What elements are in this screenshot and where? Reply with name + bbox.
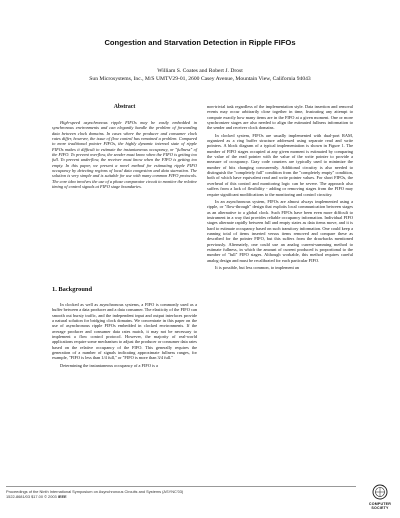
paper-title: Congestion and Starvation Detection in Ripple FIFOs — [104, 38, 296, 47]
footer-divider — [6, 486, 356, 487]
section-heading-background: 1. Background — [52, 286, 93, 293]
footer-copyright — [6, 494, 266, 499]
body-paragraph: It is possible, but less common, to implement an — [215, 264, 299, 270]
logo-line-1: COMPUTER — [368, 502, 392, 506]
body-paragraph: In clocked as well as asynchronous systems, a FIFO is commonly used as a buffer between a data producer and a data consumer. The elasticity of the FIFO can smooth out bursty traffic, and the independent input and output interfaces provide a natural solution for bridging clock domains. We concentrate in this paper on the use of asynchronous ripple FIFOs embedded in clocked environments. If the average producer and consumer data rates match, it may not be necessary to implement a flow control protocol. However, the majority of real-world applications require some mechanism to adjust the producer or consumer data rates based on the relative occupancy of the FIFO. This generally requires the generation of a number of signals indicating approximate fullness ranges, for example, "FIFO is less than 1/4 full," or "FIFO is more than 3/4 full." — [52, 302, 197, 361]
left-column-body — [52, 302, 197, 370]
footer-proceedings: Proceedings of the Ninth International Symposium on Asynchronous Circuits and Systems (ASYNC'03) — [6, 489, 184, 494]
abstract-heading: Abstract — [113, 104, 136, 110]
footer-copyright-text: 1522-8681/03 $17.00 © 2003 — [6, 494, 58, 499]
body-paragraph: In an asynchronous system, FIFOs are almost always implemented using a ripple, or "flow-through" design that exploits local communication between stages as an alternative to a global clock. Such FIFOs have been even more difficult to instrument in a way that provides reliable occupancy information. Individual FIFO stages alternate rapidly between full and empty states as data items move, and it is hard to estimate occupancy based on such transitory information. One could keep a running total of items inserted versus items removed and compare these as described for the pointer FIFO, but this suffers from the drawbacks mentioned previously. Alternately, one could use an analog current-summing method to estimate fullness, in which the amount of current produced is proportional to the number of "full" FIFO stages. Although workable, this method requires careful analog design and must be recalibrated for each particular FIFO. — [207, 198, 353, 263]
abstract-text: High-speed asynchronous ripple FIFOs may be easily embedded in synchronous environments and can elegantly handle the problem of forwarding data between clock domains. In cases where the producer and consumer clock rates differ, however, the issue of flow control has remained a problem. Compared to more traditional pointer FIFOs, the highly dynamic internal state of ripple FIFOs makes it difficult to estimate the instantaneous occupancy, or "fullness" of the FIFO. To prevent overflow, the sender must know when the FIFO is getting too full. To prevent underflow, the receiver must know when the FIFO is getting too empty. In this paper, we present a novel method for estimating ripple FIFO occupancy by detecting regions of local data congestion and data starvation. The solution is very simple and is suitable for use with many common FIFO protocols. The core idea involves the use of a phase comparator circuit to monitor the relative timing of control signals at FIFO stage boundaries. — [52, 120, 198, 190]
body-paragraph: In clocked system, FIFOs are usually implemented with dual-port RAM, organized as a ring buffer structure addressed using separate read and write pointers. A block diagram of a typical implementation is shown in Figure 1. The number of FIFO stages occupied at any given moment is estimated by comparing the value of the read pointer with the value of the write pointer to provide a measure of occupancy. Gray code counters are typically used to minimize the number of bits changing concurrently. Additional circuitry is also needed to distinguish the "completely full" condition from the "completely empty" condition, both of which have equivalent read and write pointer values. For short FIFOs, the overhead of this control and monitoring logic can be severe. The approach also suffers from a lack of flexibility - adding or removing stages from the FIFO may require significant modifications to the monitoring and control circuitry. — [207, 132, 353, 197]
author-affiliation: Sun Microsystems, Inc., M/S UMTV29-01, 2600 Casey Avenue, Mountain View, California 94043 — [89, 76, 311, 82]
body-paragraph: non-trivial task regardless of the implementation style. Data insertion and removal events may occur arbitrarily close together in time, frustrating any attempt to compute exactly how many items are in the FIFO at a given moment. One or more synchronizer stages are also needed to align the estimated fullness information to the sender and receiver clock domains. — [207, 104, 353, 131]
footer — [6, 489, 266, 499]
logo-line-2: SOCIETY — [371, 506, 389, 511]
logo-text — [360, 502, 400, 510]
author-names: William S. Coates and Robert J. Drost — [157, 68, 243, 74]
footer-ieee: IEEE — [57, 494, 67, 499]
body-paragraph: Determining the instantaneous occupancy of a FIFO is a — [60, 362, 158, 368]
author-block — [0, 67, 400, 83]
right-column-body — [207, 104, 353, 272]
